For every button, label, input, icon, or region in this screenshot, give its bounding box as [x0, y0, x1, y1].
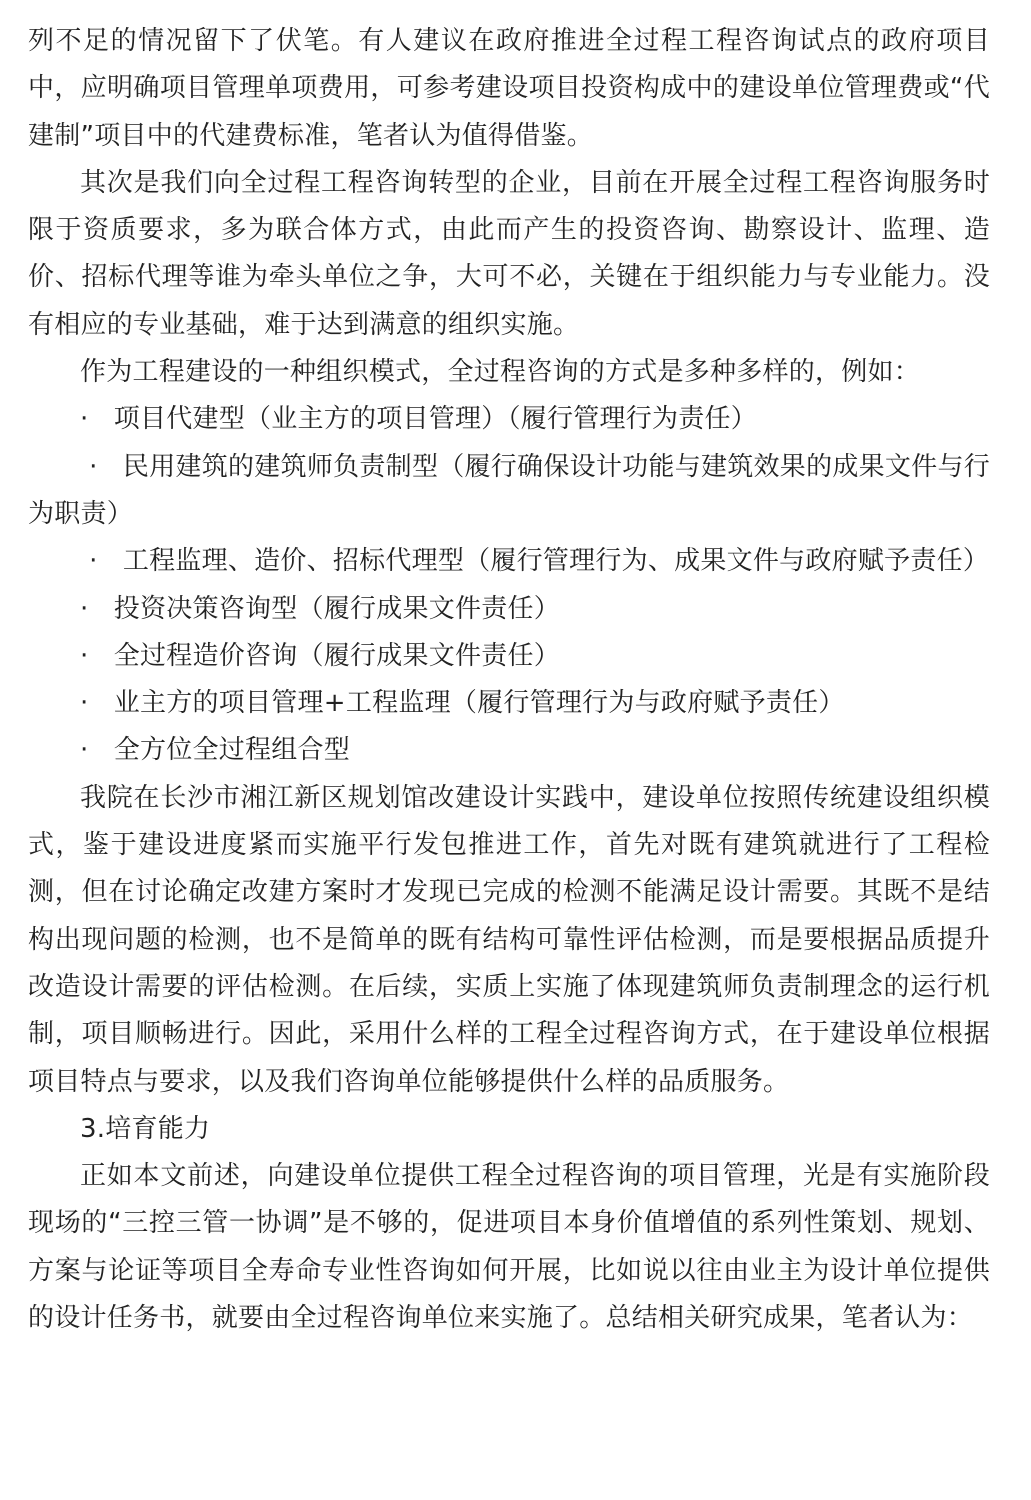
bullet-marker: ·: [80, 404, 89, 435]
list-item-text: 民用建筑的建筑师负责制型（履行确保设计功能与建筑效果的成果文件与行为职责）: [28, 451, 990, 529]
bullet-marker: ·: [80, 735, 89, 766]
list-item-text: 工程监理、造价、招标代理型（履行管理行为、成果文件与政府赋予责任）: [122, 546, 990, 577]
section-heading: 3.培育能力: [80, 1113, 211, 1144]
list-item-text: 投资决策咨询型（履行成果文件责任）: [113, 593, 561, 624]
list-item: [28, 727, 990, 774]
list-item: [28, 633, 990, 680]
list-item-text: 业主方的项目管理+工程监理（履行管理行为与政府赋予责任）: [113, 688, 845, 719]
paragraph-continuation: 列不足的情况留下了伏笔。有人建议在政府推进全过程工程咨询试点的政府项目中，应明确项目管理单项费用，可参考建设项目投资构成中的建设单位管理费或“代建制”项目中的代建费标准，笔者认为值得借鉴。: [28, 26, 990, 151]
paragraph-final: 正如本文前述，向建设单位提供工程全过程咨询的项目管理，光是有实施阶段现场的“三控三管一协调”是不够的，促进项目本身价值增值的系列性策划、规划、方案与论证等项目全寿命专业性咨询如何开展，比如说以往由业主为设计单位提供的设计任务书，就要由全过程咨询单位来实施了。总结相关研究成果，笔者认为：: [28, 1161, 990, 1334]
list-item-text: 项目代建型（业主方的项目管理）（履行管理行为责任）: [113, 404, 758, 435]
bullet-marker: ·: [89, 546, 98, 577]
bullet-marker: ·: [80, 640, 89, 671]
bullet-marker: ·: [80, 593, 89, 624]
list-item: [28, 586, 990, 633]
paragraph-changsha-case: 我院在长沙市湘江新区规划馆改建设计实践中，建设单位按照传统建设组织模式，鉴于建设进度紧而实施平行发包推进工作，首先对既有建筑就进行了工程检测，但在讨论确定改建方案时才发现已完成的检测不能满足设计需要。其既不是结构出现问题的检测，也不是简单的既有结构可靠性评估检测，而是要根据品质提升改造设计需要的评估检测。在后续，实质上实施了体现建筑师负责制理念的运行机制，项目顺畅进行。因此，采用什么样的工程全过程咨询方式，在于建设单位根据项目特点与要求，以及我们咨询单位能够提供什么样的品质服务。: [28, 782, 990, 1097]
paragraph-joint-venture: 其次是我们向全过程工程咨询转型的企业，目前在开展全过程工程咨询服务时限于资质要求，多为联合体方式，由此而产生的投资咨询、勘察设计、监理、造价、招标代理等谁为牵头单位之争，大可不必，关键在于组织能力与专业能力。没有相应的专业基础，难于达到满意的组织实施。: [28, 167, 990, 340]
list-item-text: 全方位全过程组合型: [113, 735, 351, 766]
list-item-text: 全过程造价咨询（履行成果文件责任）: [113, 640, 561, 671]
list-item: [28, 396, 990, 443]
bullet-marker: ·: [80, 688, 89, 719]
document-body: [28, 18, 990, 1342]
paragraph-consulting-modes-intro: 作为工程建设的一种组织模式，全过程咨询的方式是多种多样的，例如：: [80, 357, 921, 388]
list-item: [28, 444, 990, 539]
list-item: [28, 680, 990, 727]
consulting-modes-list: [28, 396, 990, 774]
list-item: [28, 538, 990, 585]
bullet-marker: ·: [89, 451, 98, 482]
